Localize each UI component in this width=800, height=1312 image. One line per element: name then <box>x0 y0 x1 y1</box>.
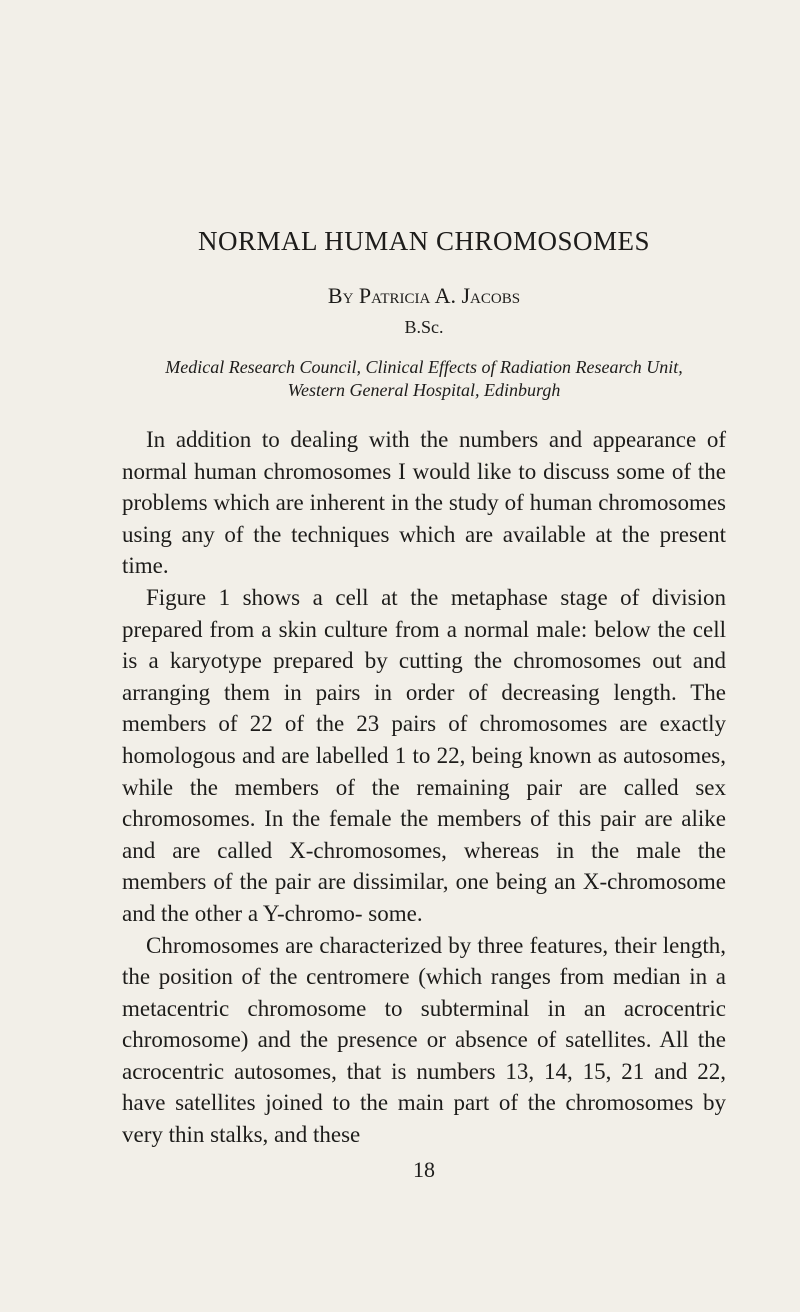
affiliation-line-2: Western General Hospital, Edinburgh <box>287 380 561 400</box>
body-text <box>122 424 726 1151</box>
author-line: By Patricia A. Jacobs <box>327 283 521 308</box>
paragraph-2: Figure 1 shows a cell at the metaphase stage of division prepared from a skin culture from a normal male: below the cell is a karyotype prepared by cutting the chromosomes out and arranging them in pairs in order of decreasing length. The members of 22 of the 23 pairs of chromosomes are exactly homologous and are labelled 1 to 22, being known as autosomes, while the members of the remaining pair are called sex chromosomes. In the female the members of this pair are alike and are called X-chromosomes, whereas in the male the members of the pair are dissimilar, one being an X-chromosome and the other a Y-chromo- some. <box>122 584 726 926</box>
page-number: 18 <box>413 1156 435 1182</box>
article-title: NORMAL HUMAN CHROMOSOMES <box>197 226 651 256</box>
page-content <box>122 226 726 1183</box>
affiliation-line-1: Medical Research Council, Clinical Effects of Radiation Research Unit, <box>165 357 683 377</box>
author-degree: B.Sc. <box>404 317 444 337</box>
paragraph-3: Chromosomes are characterized by three features, their length, the position of the centromere (which ranges from median in a metacentric chromosome to subterminal in an acrocentric chromosome) and the presence or absence of satellites. All the acrocentric autosomes, that is numbers 13, 14, 15, 21 and 22, have satellites joined to the main part of the chromosomes by very thin stalks, and these <box>122 932 726 1148</box>
affiliation <box>122 356 726 402</box>
paragraph-1: In addition to dealing with the numbers and appearance of normal human chromosomes I would like to discuss some of the problems which are inherent in the study of human chromosomes using any of the techniques which are available at the present time. <box>122 427 726 579</box>
